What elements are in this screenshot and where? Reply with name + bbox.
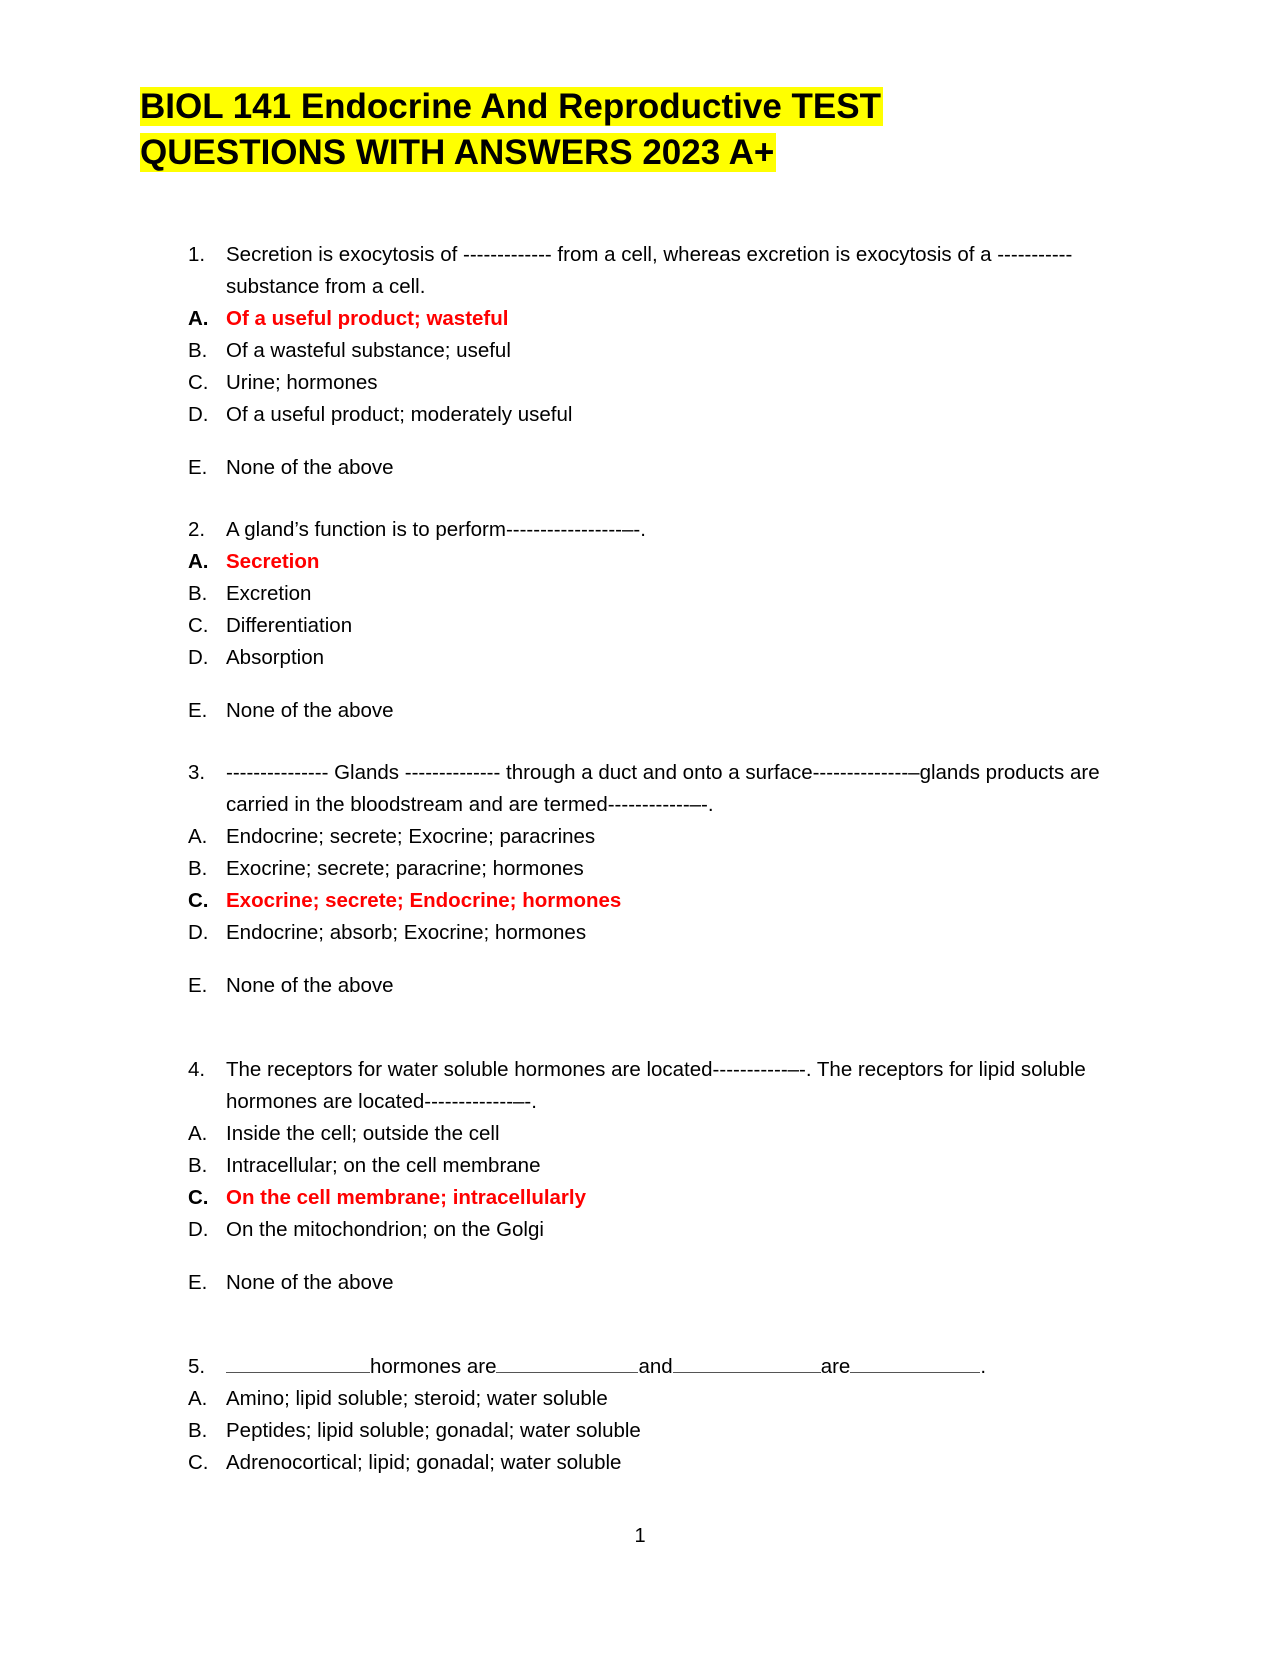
- question-text-part: .: [980, 1355, 987, 1378]
- question-1: [188, 239, 1128, 303]
- blank-line: [226, 1354, 370, 1373]
- option: [188, 578, 1128, 610]
- option-letter: B.: [188, 339, 208, 362]
- question-list: [188, 239, 1128, 1509]
- question-number: 1.: [188, 243, 206, 266]
- option-text: None of the above: [226, 974, 394, 997]
- option-letter: C.: [188, 614, 209, 637]
- question-number: 2.: [188, 518, 206, 541]
- question-text-part: are: [820, 1355, 851, 1378]
- title-line-2: QUESTIONS WITH ANSWERS 2023 A+: [140, 133, 775, 172]
- option: [188, 367, 1128, 399]
- option-text: Differentiation: [226, 614, 353, 637]
- option: [188, 452, 1128, 484]
- page-number: 1: [634, 1525, 646, 1547]
- option-text: None of the above: [226, 1271, 394, 1294]
- option: [188, 1150, 1128, 1182]
- question-text: [226, 1351, 1128, 1383]
- question-text-part: hormones are: [370, 1355, 497, 1378]
- option-letter: C.: [188, 1451, 209, 1474]
- option-text: None of the above: [226, 699, 394, 722]
- option-text: On the cell membrane; intracellularly: [226, 1186, 587, 1209]
- question-number: 3.: [188, 761, 206, 784]
- question-text: A gland’s function is to perform-----------------–-.: [226, 518, 646, 541]
- option: [188, 399, 1128, 431]
- option-letter: E.: [188, 974, 208, 997]
- question-block-4: [188, 1054, 1128, 1299]
- option-letter: C.: [188, 1186, 209, 1209]
- option-text: Intracellular; on the cell membrane: [226, 1154, 541, 1177]
- option-letter: D.: [188, 921, 209, 944]
- question-text-part: and: [638, 1355, 673, 1378]
- question-5: [188, 1351, 1128, 1383]
- option-text: Of a useful product; wasteful: [226, 307, 509, 330]
- option-letter: E.: [188, 699, 208, 722]
- option-answer: [188, 1182, 1128, 1214]
- option-text: Adrenocortical; lipid; gonadal; water soluble: [226, 1451, 622, 1474]
- option-text: Exocrine; secrete; paracrine; hormones: [226, 857, 584, 880]
- option: [188, 1267, 1128, 1299]
- option-letter: E.: [188, 1271, 208, 1294]
- option-text: Urine; hormones: [226, 371, 378, 394]
- blank-line: [850, 1354, 980, 1373]
- title-line-1: BIOL 141 Endocrine And Reproductive TEST: [140, 87, 881, 126]
- question-number: 5.: [188, 1355, 206, 1378]
- option-letter: C.: [188, 889, 209, 912]
- option-answer: [188, 303, 1128, 335]
- option: [188, 917, 1128, 949]
- option-letter: E.: [188, 456, 208, 479]
- option-text: Inside the cell; outside the cell: [226, 1122, 500, 1145]
- option-letter: A.: [188, 825, 208, 848]
- option-text: Endocrine; secrete; Exocrine; paracrines: [226, 825, 596, 848]
- option-letter: A.: [188, 1387, 208, 1410]
- option: [188, 1383, 1128, 1415]
- option-letter: B.: [188, 1419, 208, 1442]
- option-letter: D.: [188, 1218, 209, 1241]
- option-text: Endocrine; absorb; Exocrine; hormones: [226, 921, 587, 944]
- option-text: Peptides; lipid soluble; gonadal; water soluble: [226, 1419, 641, 1442]
- question-block-3: [188, 757, 1128, 1002]
- question-3: [188, 757, 1128, 821]
- option-letter: C.: [188, 371, 209, 394]
- question-number: 4.: [188, 1058, 206, 1081]
- question-block-2: [188, 514, 1128, 727]
- option: [188, 695, 1128, 727]
- option-letter: A.: [188, 550, 209, 573]
- option-letter: D.: [188, 403, 209, 426]
- option: [188, 970, 1128, 1002]
- option-text: None of the above: [226, 456, 394, 479]
- option-letter: D.: [188, 646, 209, 669]
- option: [188, 1447, 1128, 1479]
- option-letter: B.: [188, 1154, 208, 1177]
- question-block-5: [188, 1351, 1128, 1479]
- question-4: [188, 1054, 1128, 1118]
- question-block-1: [188, 239, 1128, 484]
- option-letter: A.: [188, 1122, 208, 1145]
- option-text: On the mitochondrion; on the Golgi: [226, 1218, 544, 1241]
- option: [188, 1118, 1128, 1150]
- option-text: Secretion: [226, 550, 320, 573]
- question-text: Secretion is exocytosis of ------------- from a cell, whereas excretion is exocytosis of a ----------- substance from a cell.: [226, 243, 1073, 298]
- option: [188, 610, 1128, 642]
- blank-line: [496, 1354, 638, 1373]
- option: [188, 853, 1128, 885]
- option-answer: [188, 885, 1128, 917]
- option-letter: A.: [188, 307, 209, 330]
- option-text: Excretion: [226, 582, 312, 605]
- option-letter: B.: [188, 857, 208, 880]
- document-title: [140, 84, 883, 176]
- option-text: Of a wasteful substance; useful: [226, 339, 511, 362]
- option-letter: B.: [188, 582, 208, 605]
- option-text: Amino; lipid soluble; steroid; water soluble: [226, 1387, 608, 1410]
- question-2: [188, 514, 1128, 546]
- option-text: Exocrine; secrete; Endocrine; hormones: [226, 889, 622, 912]
- option: [188, 335, 1128, 367]
- option-text: Of a useful product; moderately useful: [226, 403, 573, 426]
- option: [188, 1214, 1128, 1246]
- option: [188, 642, 1128, 674]
- option: [188, 1415, 1128, 1447]
- question-text: --------------- Glands -------------- through a duct and onto a surface--------------–glands products are carried in the bloodstream and are termed------------–-.: [226, 761, 1100, 816]
- option: [188, 821, 1128, 853]
- question-text: The receptors for water soluble hormones are located-----------–-. The receptors for lipid soluble hormones are located-------------–-.: [226, 1058, 1086, 1113]
- option-answer: [188, 546, 1128, 578]
- option-text: Absorption: [226, 646, 325, 669]
- blank-line: [673, 1354, 821, 1373]
